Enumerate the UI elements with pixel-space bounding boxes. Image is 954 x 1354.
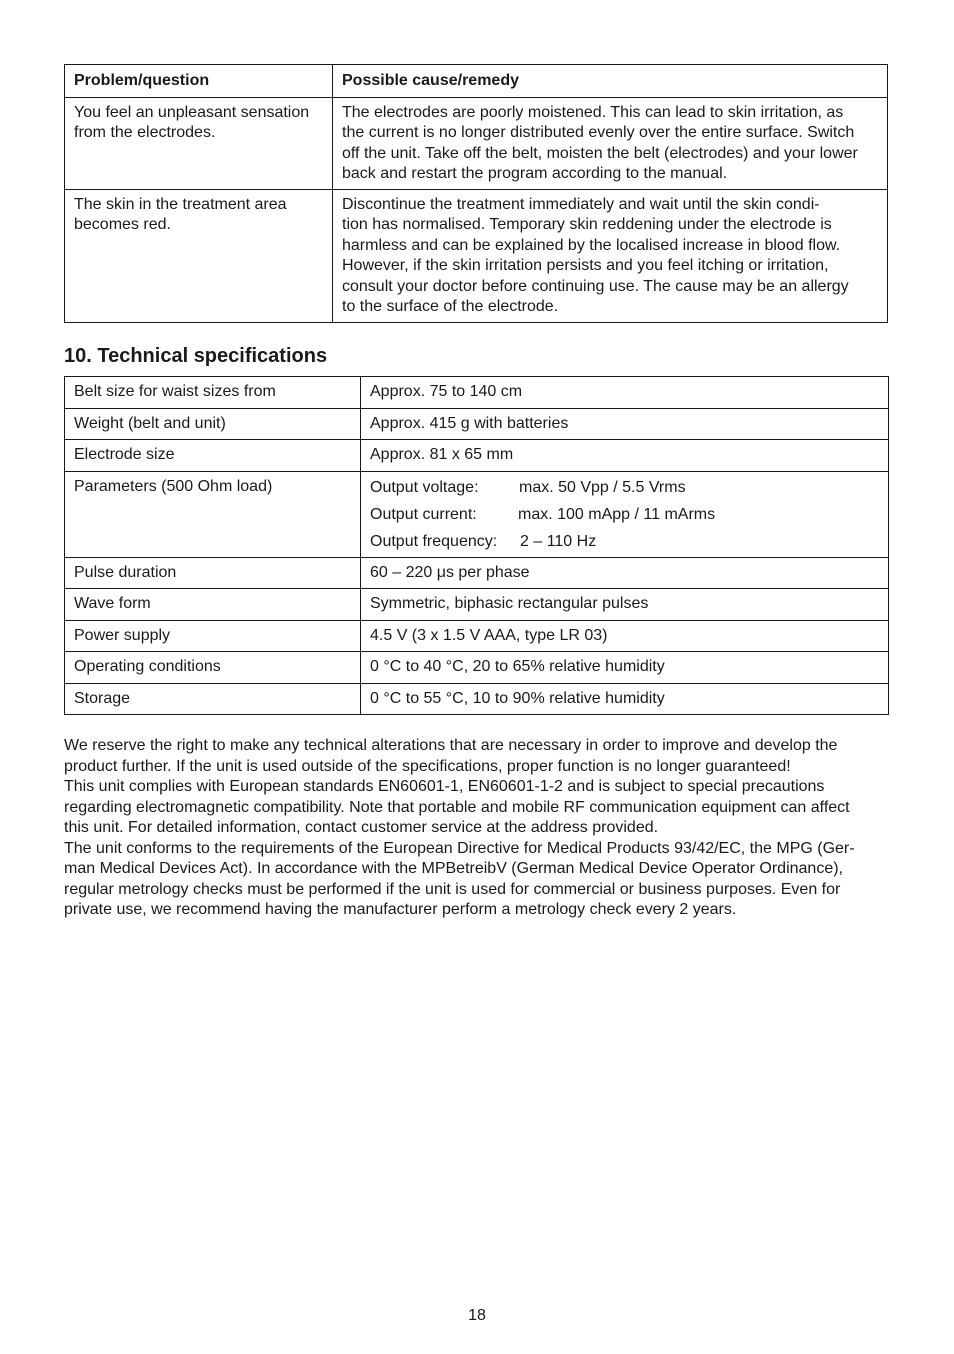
spec-label: Power supply [65, 620, 361, 652]
text-line: The electrodes are poorly moistened. This can lead to skin irritation, as [342, 103, 844, 121]
column-header-remedy: Possible cause/remedy [333, 65, 888, 98]
param-value: 2 – 110 Hz [520, 532, 597, 550]
section-heading: 10. Technical specifications [64, 345, 328, 367]
spec-row [65, 471, 889, 557]
param-value: max. 50 Vpp / 5.5 Vrms [519, 478, 686, 496]
spec-label: Storage [65, 683, 361, 715]
spec-row [65, 377, 889, 409]
text-line: to the surface of the electrode. [342, 298, 559, 315]
spec-label: Weight (belt and unit) [65, 408, 361, 440]
text-line: consult your doctor before continuing use. The cause may be an allergy [342, 277, 849, 295]
spec-row [65, 440, 889, 472]
spec-value: 0 °C to 40 °C, 20 to 65% relative humidity [361, 652, 889, 684]
text-line: harmless and can be explained by the localised increase in blood flow. [342, 236, 841, 254]
spec-row [65, 620, 889, 652]
text-line: back and restart the program according to the manual. [342, 165, 728, 182]
spec-label: Electrode size [65, 440, 361, 472]
spec-row [65, 589, 889, 621]
param-name: Output voltage: [370, 478, 479, 496]
problem-cell [65, 189, 333, 322]
text-line: private use, we recommend having the manufacturer perform a metrology check every 2 years. [64, 901, 737, 918]
spec-label: Operating conditions [65, 652, 361, 684]
troubleshooting-table [64, 64, 888, 323]
spec-parameters [361, 471, 889, 557]
text-line: off the unit. Take off the belt, moisten the belt (electrodes) and your lower [342, 144, 858, 162]
text-line: man Medical Devices Act). In accordance with the MPBetreibV (German Medical Device Operator Ordinance), [64, 860, 843, 877]
table-row [65, 97, 888, 189]
param-row [370, 501, 880, 528]
text-line: the current is no longer distributed evenly over the entire surface. Switch [342, 124, 855, 141]
text-line: tion has normalised. Temporary skin reddening under the electrode is [342, 216, 832, 233]
text-line: The skin in the treatment area [74, 195, 287, 213]
spec-row [65, 652, 889, 684]
param-row [370, 474, 880, 501]
text-line: Discontinue the treatment immediately and wait until the skin condi- [342, 195, 820, 213]
text-line: product further. If the unit is used outside of the specifications, proper function is no longer guaranteed! [64, 757, 791, 775]
spec-value: 60 – 220 μs per phase [361, 557, 889, 589]
spec-value: 0 °C to 55 °C, 10 to 90% relative humidity [361, 683, 889, 715]
spec-row [65, 408, 889, 440]
spec-value: Approx. 75 to 140 cm [361, 377, 889, 409]
spec-row [65, 557, 889, 589]
param-row [370, 528, 880, 555]
remedy-cell [333, 189, 888, 322]
param-value: max. 100 mApp / 11 mArms [518, 505, 716, 523]
text-line: You feel an unpleasant sensation [74, 103, 310, 121]
spec-label: Pulse duration [65, 557, 361, 589]
specifications-table [64, 376, 889, 715]
footer-paragraph [64, 736, 894, 921]
spec-value: Approx. 415 g with batteries [361, 408, 889, 440]
spec-label: Belt size for waist sizes from [65, 377, 361, 409]
table-header-row [65, 65, 888, 98]
param-name: Output frequency: [370, 532, 498, 550]
spec-row [65, 683, 889, 715]
text-line: However, if the skin irritation persists and you feel itching or irritation, [342, 257, 829, 274]
text-line: from the electrodes. [74, 124, 216, 141]
text-line: this unit. For detailed information, contact customer service at the address provided. [64, 819, 659, 836]
problem-cell [65, 97, 333, 189]
page-number: 18 [468, 1307, 486, 1324]
column-header-problem: Problem/question [65, 65, 333, 98]
text-line: The unit conforms to the requirements of the European Directive for Medical Products 93/42/EC, the MPG (Ger- [64, 839, 855, 857]
text-line: regarding electromagnetic compatibility. Note that portable and mobile RF communication equipment can affect [64, 798, 850, 816]
text-line: regular metrology checks must be performed if the unit is used for commercial or business purposes. Even for [64, 880, 841, 898]
text-line: This unit complies with European standards EN60601-1, EN60601-1-2 and is subject to special precautions [64, 778, 825, 795]
spec-label: Parameters (500 Ohm load) [65, 471, 361, 557]
table-row [65, 189, 888, 322]
text-line: We reserve the right to make any technical alterations that are necessary in order to improve and develop the [64, 737, 838, 754]
spec-value: Approx. 81 x 65 mm [361, 440, 889, 472]
spec-value: 4.5 V (3 x 1.5 V AAA, type LR 03) [361, 620, 889, 652]
text-line: becomes red. [74, 216, 171, 233]
spec-label: Wave form [65, 589, 361, 621]
param-name: Output current: [370, 505, 477, 523]
spec-value: Symmetric, biphasic rectangular pulses [361, 589, 889, 621]
remedy-cell [333, 97, 888, 189]
